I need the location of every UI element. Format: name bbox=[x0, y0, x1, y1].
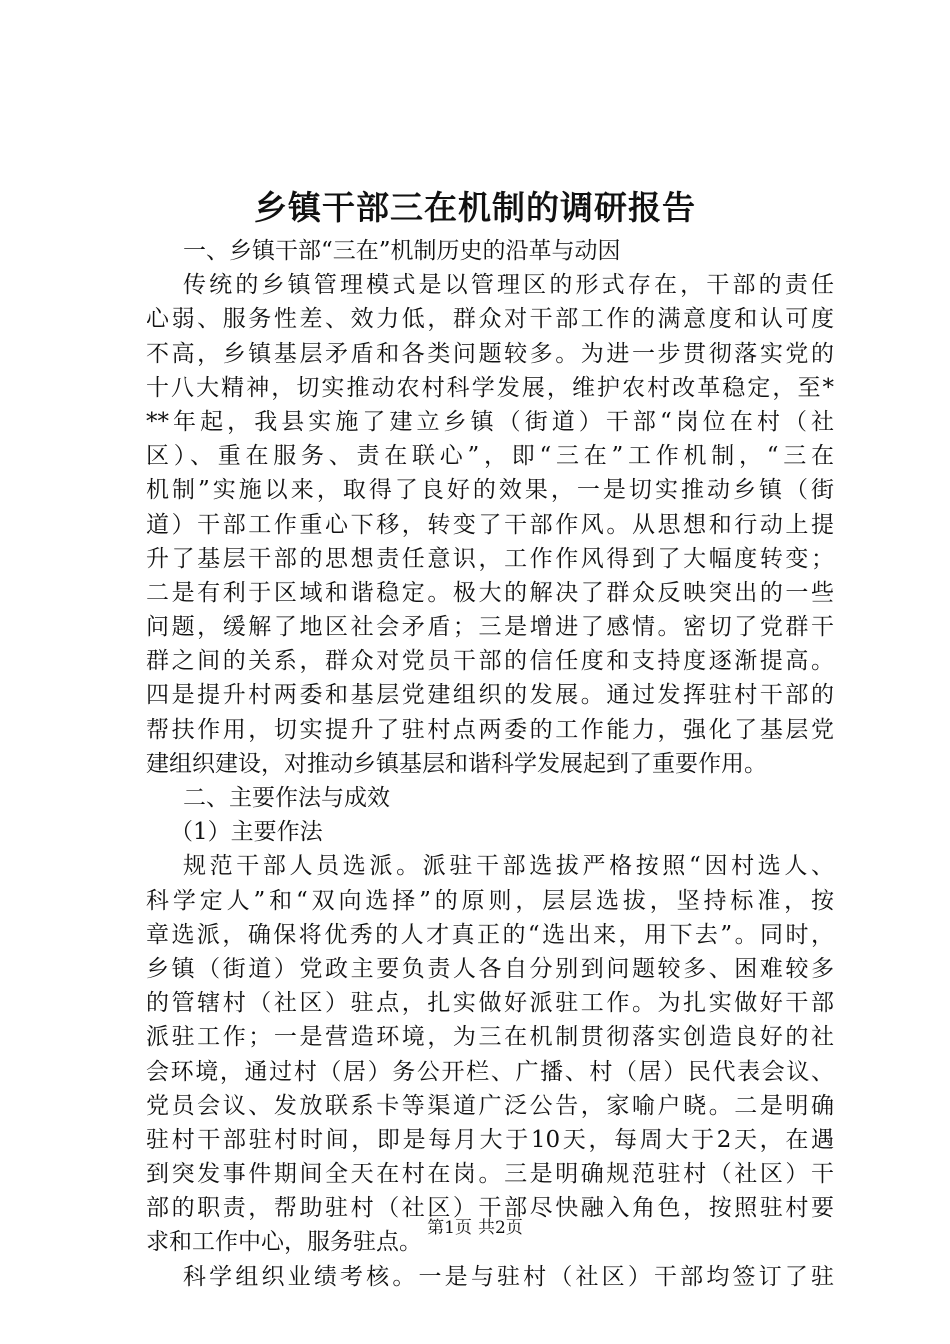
document-title: 乡镇干部三在机制的调研报告 bbox=[254, 188, 696, 227]
text-line: 升了基层干部的思想责任意识，工作作风得到了大幅度转变； bbox=[146, 545, 834, 572]
text-line: 心弱、服务性差、效力低，群众对干部工作的满意度和认可度 bbox=[146, 306, 834, 333]
text-line: 群之间的关系，群众对党员干部的信任度和支持度逐渐提高。 bbox=[146, 648, 834, 675]
text-line: 传统的乡镇管理模式是以管理区的形式存在，干部的责任 bbox=[183, 272, 834, 299]
text-line: 区）、重在服务、责在联心”，即“三在”工作机制，“三在 bbox=[146, 443, 834, 470]
text-line: 求和工作中心，服务驻点。 bbox=[146, 1229, 422, 1256]
text-line: 科学组织业绩考核。一是与驻村（社区）干部均签订了驻 bbox=[183, 1263, 834, 1290]
document-body bbox=[146, 234, 834, 1294]
text-line: 不高，乡镇基层矛盾和各类问题较多。为进一步贯彻落实党的 bbox=[146, 340, 834, 367]
text-line: 派驻工作；一是营造环境，为三在机制贯彻落实创造良好的社 bbox=[146, 1024, 834, 1051]
text-line: 的管辖村（社区）驻点，扎实做好派驻工作。为扎实做好干部 bbox=[146, 990, 834, 1017]
text-line: 章选派，确保将优秀的人才真正的“选出来，用下去”。同时， bbox=[146, 921, 834, 948]
text-line: 道）干部工作重心下移，转变了干部作风。从思想和行动上提 bbox=[146, 511, 834, 538]
text-line: 乡镇（街道）党政主要负责人各自分别到问题较多、困难较多 bbox=[146, 955, 834, 982]
text-line: 部的职责，帮助驻村（社区）干部尽快融入角色，按照驻村要 bbox=[146, 1195, 834, 1222]
text-line: 问题，缓解了地区社会矛盾；三是增进了感情。密切了党群干 bbox=[146, 614, 834, 641]
text-line: 科学定人”和“双向选择”的原则，层层选拔，坚持标准，按 bbox=[146, 887, 834, 914]
subsection-heading: （1）主要作法 bbox=[170, 819, 323, 846]
text-line: 到突发事件期间全天在村在岗。三是明确规范驻村（社区）干 bbox=[146, 1161, 834, 1188]
text-line: 帮扶作用，切实提升了驻村点两委的工作能力，强化了基层党 bbox=[146, 716, 834, 743]
text-line: 十八大精神，切实推动农村科学发展，维护农村改革稳定，至* bbox=[146, 374, 834, 401]
page-total: 共2页 bbox=[478, 1218, 523, 1238]
text-line: 党员会议、发放联系卡等渠道广泛公告，家喻户晓。二是明确 bbox=[146, 1092, 834, 1119]
section-heading: 一、乡镇干部“三在”机制历史的沿革与动因 bbox=[183, 238, 621, 264]
text-line: 建组织建设，对推动乡镇基层和谐科学发展起到了重要作用。 bbox=[146, 750, 767, 777]
section-heading: 二、主要作法与成效 bbox=[183, 785, 390, 811]
text-line: 四是提升村两委和基层党建组织的发展。通过发挥驻村干部的 bbox=[146, 682, 834, 709]
text-line: 驻村干部驻村时间，即是每月大于10天，每周大于2天，在遇 bbox=[146, 1126, 834, 1153]
text-line: 二是有利于区域和谐稳定。极大的解决了群众反映突出的一些 bbox=[146, 579, 834, 606]
text-line: 规范干部人员选派。派驻干部选拔严格按照“因村选人、 bbox=[183, 853, 834, 880]
page-number: 第1页 bbox=[427, 1218, 472, 1238]
page-footer bbox=[0, 1216, 950, 1240]
text-line: 机制”实施以来，取得了良好的效果，一是切实推动乡镇（街 bbox=[146, 477, 834, 504]
text-line: 会环境，通过村（居）务公开栏、广播、村（居）民代表会议、 bbox=[146, 1058, 834, 1085]
text-line: **年起，我县实施了建立乡镇（街道）干部“岗位在村（社 bbox=[146, 408, 834, 435]
